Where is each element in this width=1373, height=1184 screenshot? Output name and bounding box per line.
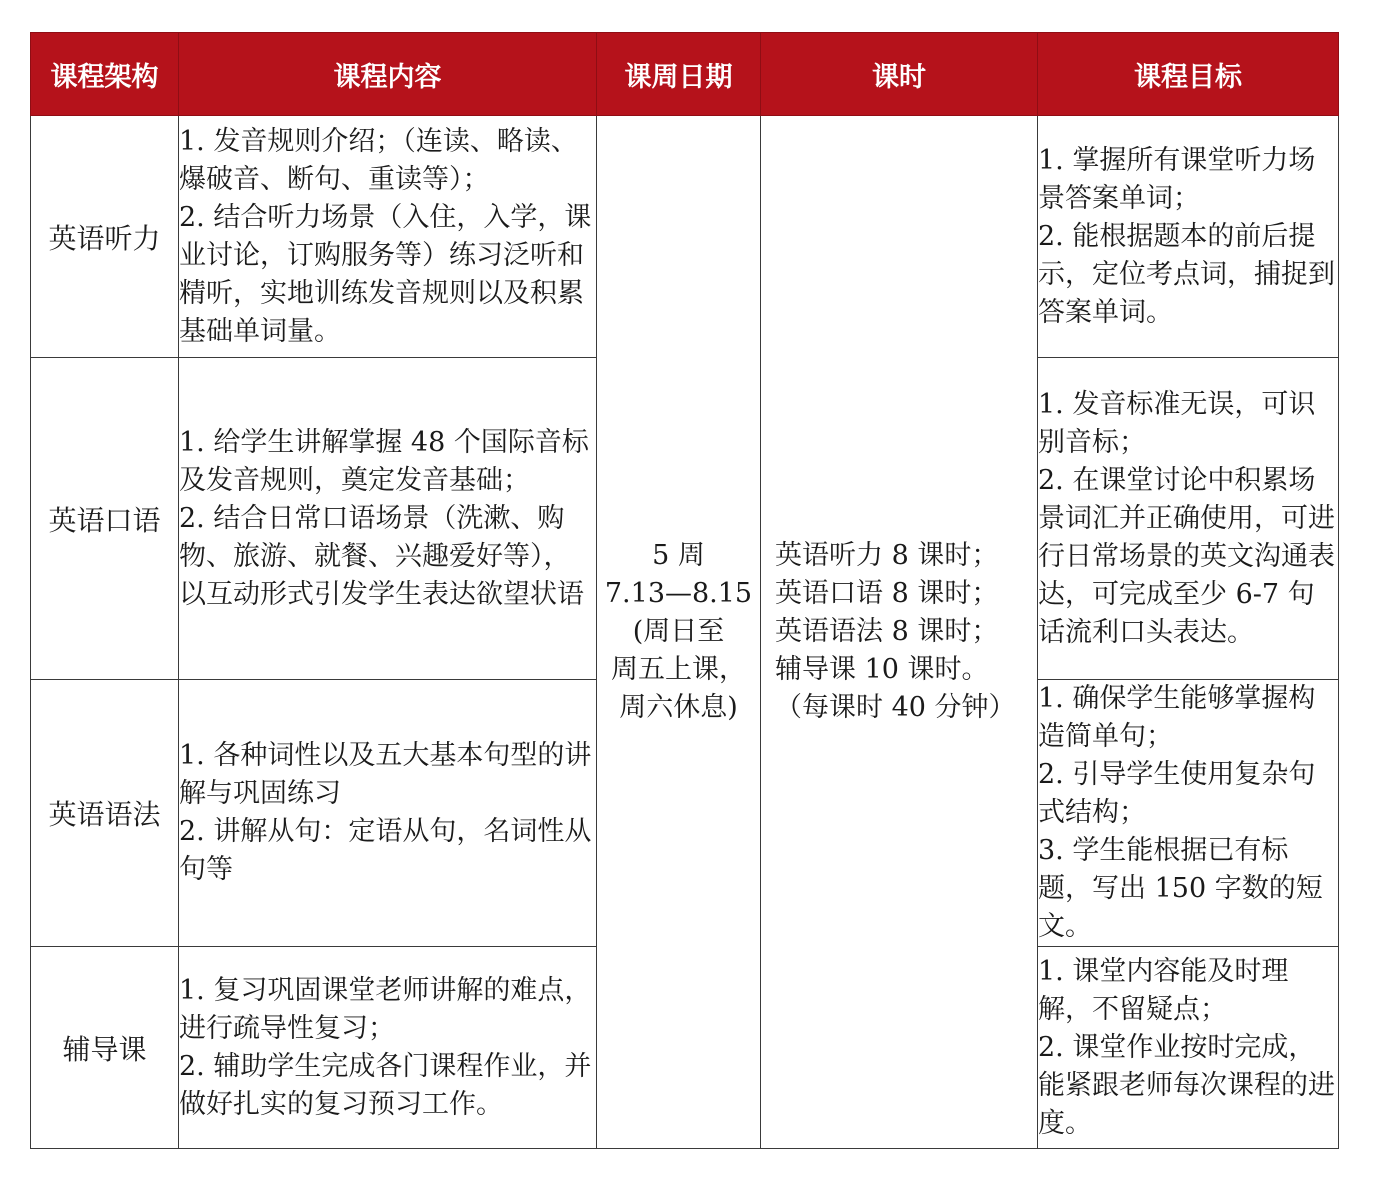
course-name: 英语口语: [31, 358, 179, 680]
goal-item: 1. 课堂内容能及时理解，不留疑点；: [1038, 955, 1289, 1025]
content-item: 2. 结合听力场景（入住，入学，课业讨论，订购服务等）练习泛听和精听，实地训练发音规则以及积累基础单词量。: [179, 201, 592, 347]
course-content: [179, 116, 597, 358]
course-content: [179, 947, 597, 1149]
course-table: [30, 32, 1339, 1149]
content-item: 1. 复习巩固课堂老师讲解的难点，进行疏导性复习；: [179, 974, 592, 1044]
goal-item: 2. 引导学生使用复杂句式结构；: [1038, 759, 1316, 828]
schedule-note: (周日至: [632, 616, 725, 647]
course-name: 辅导课: [31, 947, 179, 1149]
schedule-note: 周五上课，: [611, 654, 746, 685]
hours-note: （每课时 40 分钟）: [775, 692, 1016, 723]
goal-item: 1. 确保学生能够掌握构造简单句；: [1038, 683, 1316, 752]
header-structure: 课程架构: [31, 33, 179, 116]
content-item: 2. 结合日常口语场景（洗漱、购物、旅游、就餐、兴趣爱好等），以互动形式引发学生表达欲望状语: [179, 502, 584, 610]
hours-cell: [761, 116, 1038, 1149]
content-item: 1. 各种词性以及五大基本句型的讲解与巩固练习: [179, 740, 592, 809]
hours-line: 英语语法 8 课时；: [775, 616, 999, 647]
table-row: [31, 116, 1339, 358]
course-name: 英语听力: [31, 116, 179, 358]
course-content: [179, 680, 597, 947]
hours-line: 辅导课 10 课时。: [775, 654, 989, 685]
hours-line: 英语听力 8 课时；: [775, 540, 999, 571]
content-item: 1. 给学生讲解掌握 48 个国际音标及发音规则，奠定发音基础；: [179, 426, 589, 496]
header-content: 课程内容: [179, 33, 597, 116]
header-dates: 课周日期: [597, 33, 761, 116]
goal-item: 2. 能根据题本的前后提示，定位考点词，捕捉到答案单词。: [1038, 220, 1335, 328]
schedule-weeks: 5 周: [652, 540, 705, 571]
content-item: 2. 讲解从句：定语从句，名词性从句等: [179, 816, 592, 885]
schedule-cell: [597, 116, 761, 1149]
hours-line: 英语口语 8 课时；: [775, 578, 999, 609]
schedule-note: 周六休息): [619, 692, 738, 723]
header-hours: 课时: [761, 33, 1038, 116]
course-content: [179, 358, 597, 680]
course-goals: [1038, 116, 1339, 358]
goal-item: 2. 在课堂讨论中积累场景词汇并正确使用，可进行日常场景的英文沟通表达，可完成至少 6-7 句话流利口头表达。: [1038, 464, 1335, 648]
goal-item: 3. 学生能根据已有标题，写出 150 字数的短文。: [1038, 835, 1323, 942]
header-goals: 课程目标: [1038, 33, 1339, 116]
course-goals: [1038, 680, 1339, 947]
course-goals: [1038, 358, 1339, 680]
course-goals: [1038, 947, 1339, 1149]
goal-item: 1. 掌握所有课堂听力场景答案单词；: [1038, 144, 1316, 214]
header-row: [31, 33, 1339, 116]
goal-item: 1. 发音标准无误，可识别音标；: [1038, 388, 1316, 458]
content-item: 2. 辅助学生完成各门课程作业，并做好扎实的复习预习工作。: [179, 1050, 592, 1120]
course-name: 英语语法: [31, 680, 179, 947]
content-item: 1. 发音规则介绍；（连读、略读、爆破音、断句、重读等）；: [179, 125, 578, 195]
goal-item: 2. 课堂作业按时完成，能紧跟老师每次课程的进度。: [1038, 1031, 1335, 1139]
schedule-range: 7.13—8.15: [604, 578, 753, 609]
